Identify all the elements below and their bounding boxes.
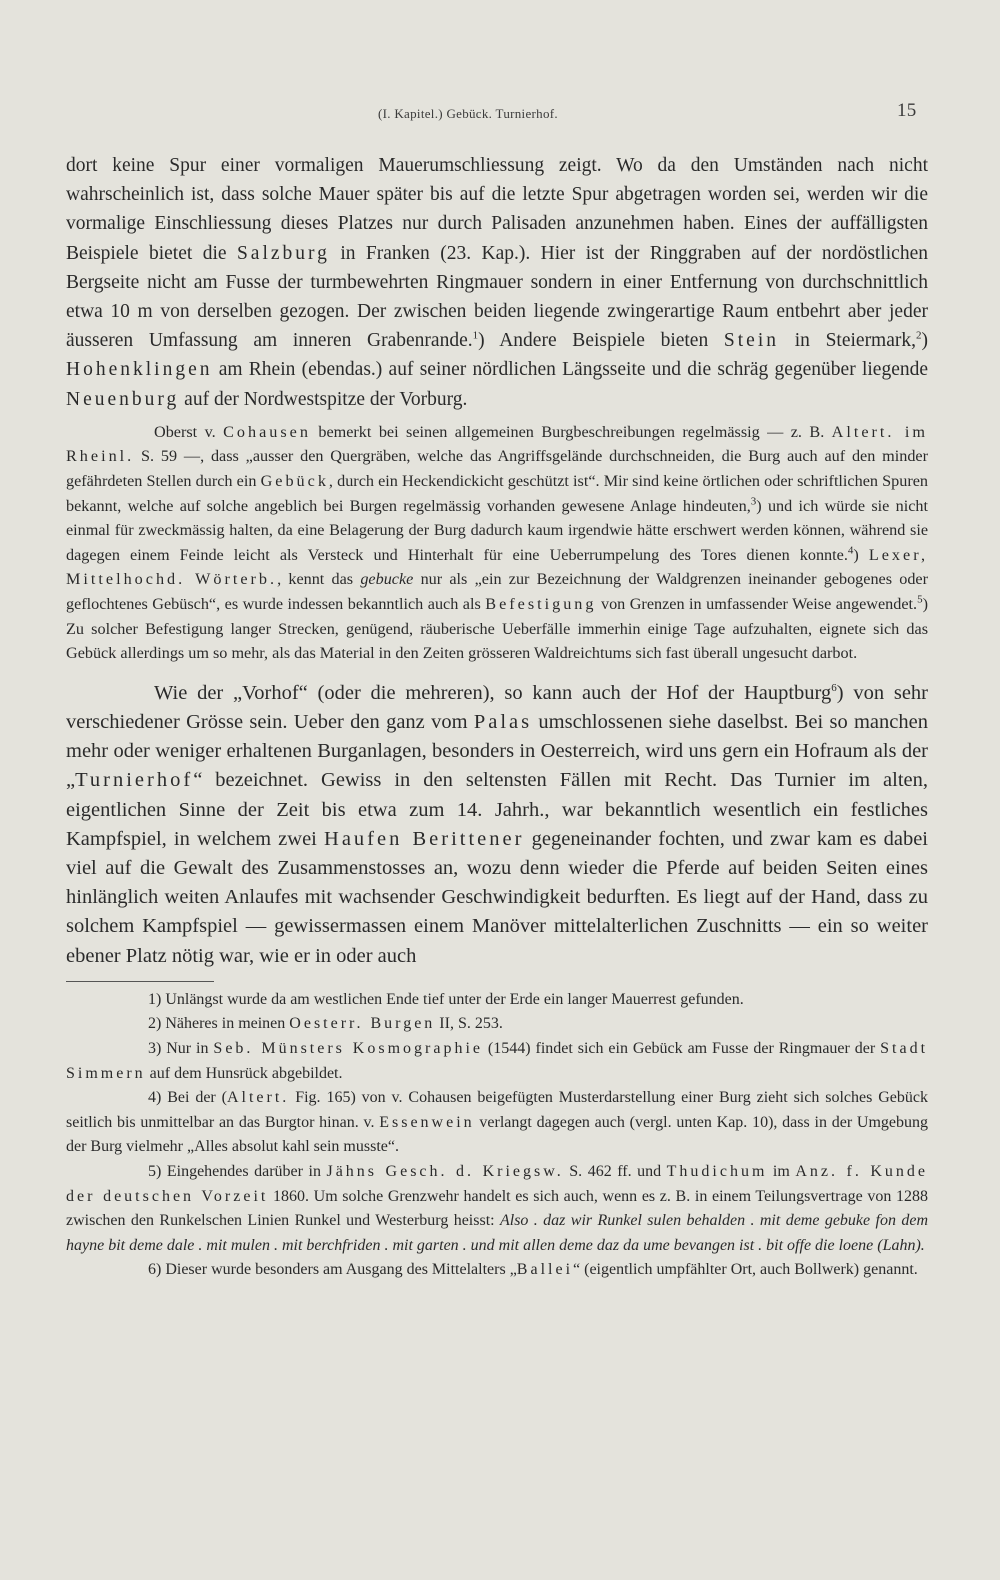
spaced-ref: Ballei <box>516 1261 574 1279</box>
text-run: verlangt dagegen auch (vergl. unten Kap. 10), dass in der Umgebung der Burg vielmehr „Alles absolut kahl sein musste“. <box>66 1113 929 1156</box>
text-run: ) Andere Beispiele bieten <box>478 330 724 352</box>
spaced-word-gebueck: Gebück <box>260 472 329 491</box>
text-run: 1860. Um solche Grenzwehr handelt es sich auch, wenn es z. B. in einem Teilungsvertrage von 1288 zwischen den Runkelschen Linien Runkel und Westerburg heisst: <box>66 1187 929 1230</box>
footnote-number: 3) <box>148 1039 162 1057</box>
text-run: Eingehendes darüber in <box>161 1162 327 1180</box>
footnote-ref-6: 6 <box>831 681 837 694</box>
paragraph-gebueck <box>66 420 928 666</box>
spaced-name-cohausen: Cohausen <box>223 422 311 441</box>
spaced-name-stein: Stein <box>723 330 780 352</box>
text-run: S. 462 ff. und <box>563 1162 667 1180</box>
text-run: (1544) findet sich ein Gebück am Fusse der Ringmauer der <box>483 1039 881 1057</box>
spaced-ref: Thudichum <box>666 1162 768 1180</box>
text-run: gegeneinander fochten, und zwar kam es dabei viel auf die Gewalt des Zusammenstosses an, wozu denn wieder die Pferde auf beiden Seiten eines hinlänglich weiten Anlaufes mit wachsender Geschwindigkeit bedurften. Es liegt auf der Hand, dass zu solchem Kampfspiel — gewissermassen einem Manöver mittelalterlichen Zuschnitts — ein so weiter ebener Platz nötig war, wie er in oder auch <box>66 827 928 967</box>
text-run: in Steiermark, <box>779 330 917 352</box>
text-run: Oberst v. <box>154 422 224 441</box>
footnote-number: 1) <box>148 990 162 1008</box>
footnote-ref-1: 1 <box>472 329 479 342</box>
text-run: auf dem Hunsrück abgebildet. <box>145 1064 343 1082</box>
footnote-1 <box>66 988 928 1013</box>
text-run: Unlängst wurde da am westlichen Ende tief unter der Erde ein langer Mauerrest gefunden. <box>161 990 744 1008</box>
text-run: ) <box>921 330 929 352</box>
spaced-ref: Anz. f. Kunde der deutschen Vorzeit <box>66 1162 929 1205</box>
text-run: II, S. 253. <box>435 1015 503 1033</box>
text-run: , kennt das <box>277 570 361 589</box>
spaced-ref: Stadt Simmern <box>66 1039 929 1082</box>
text-run: dort keine Spur einer vormaligen Mauerumschliessung zeigt. Wo da den Umständen nach nicht wahrscheinlich ist, dass solche Mauer später bis auf die letzte Spur abgetragen worden sei, werden wir die vormalige Einschliessung dieses Platzes nur durch Palisaden anzunehmen haben. Eines der auffälligsten Beispiele bietet die <box>66 155 928 264</box>
text-run: im <box>767 1162 796 1180</box>
footnote-number: 6) <box>148 1261 162 1279</box>
footnote-number: 5) <box>148 1162 162 1180</box>
text-run: nur als „ein zur Bezeichnung der Waldgrenzen ineinander gebogenes oder geflochtenes Gebüsch“, es wurde indessen bekanntlich auch als <box>66 570 928 613</box>
text-run: Fig. 165) von v. Cohausen beigefügten Musterdarstellung einer Burg zieht sich solches Gebück seitlich bis unmittelbar an das Burgtor hinan. v. <box>66 1089 928 1131</box>
footnote-3 <box>66 1037 928 1086</box>
italic-word-gebucke: gebucke <box>360 570 414 589</box>
text-run: auf der Nordwestspitze der Vorburg. <box>179 388 468 410</box>
text-run: ) <box>853 545 869 564</box>
text-run: ) und ich würde sie nicht einmal für zweckmässig halten, da eine Belagerung der Burg dadurch kaum irgendwie hätte erschwert werden können, während sie dagegen einem Feinde leicht als Versteck und Hinterhalt für eine Ueberrumpelung des Tores dienen konnte. <box>66 496 928 564</box>
spaced-words-haufen-berittener: Haufen Berittener <box>324 827 525 850</box>
running-title: (I. Kapitel.) Gebück. Turnierhof. <box>378 106 558 121</box>
text-run: “ (eigentlich umpfählter Ort, auch Bollwerk) genannt. <box>573 1261 918 1279</box>
text-run: , durch ein Heckendickicht geschützt ist“. Mir sind keine örtlichen oder schriftlichen Spuren bekannt, welche auf solche angeblich bei Burgen regelmässig vorhanden gewesene Anlage hindeuten, <box>66 472 928 515</box>
footnote-ref-5: 5 <box>917 593 923 606</box>
spaced-word-palas: Palas <box>473 710 533 733</box>
footnote-4 <box>66 1086 928 1160</box>
footnote-number: 4) <box>148 1089 162 1107</box>
text-run: “ bezeichnet. Gewiss in den seltensten Fällen mit Recht. Das Turnier im alten, eigentlichen Sinne der Zeit bis etwa zum 14. Jahrh., war bekanntlich wesentlich ein festliches Kampfspiel, in welchem zwei <box>66 769 928 850</box>
text-run: Näheres in meinen <box>161 1015 290 1033</box>
text-run: Dieser wurde besonders am Ausgang des Mittelalters „ <box>161 1261 517 1279</box>
spaced-name-neuenburg: Neuenburg <box>66 388 180 410</box>
text-run: am Rhein (ebendas.) auf seiner nördlichen Längsseite und die schräg gegenüber liegende <box>212 359 928 381</box>
text-run: ) von sehr verschiedener Grösse sein. Ueber den ganz vom <box>66 681 929 733</box>
page-number: 15 <box>897 100 917 121</box>
paragraph-palisades <box>66 151 928 414</box>
footnote-5 <box>66 1160 928 1258</box>
text-run: Nur in <box>161 1039 214 1057</box>
footnote-2 <box>66 1012 928 1037</box>
footnote-6 <box>66 1258 928 1283</box>
spaced-name-hohenklingen: Hohenklingen <box>66 359 213 381</box>
footnote-ref-3: 3 <box>750 495 757 508</box>
text-run: bemerkt bei seinen allgemeinen Burgbeschreibungen regelmässig — z. B. <box>310 422 832 441</box>
page-body <box>66 151 928 1283</box>
spaced-ref: Altert. <box>226 1089 290 1107</box>
spaced-ref: Seb. Münsters Kosmographie <box>213 1039 484 1057</box>
paragraph-turnierhof <box>66 679 928 971</box>
spaced-ref: Essenwein <box>379 1113 475 1131</box>
text-run: in Franken (23. Kap.). Hier ist der Ringgraben auf der nordöstlichen Bergseite nicht am Fusse der turmbewehrten Ringmauer sondern in einer Entfernung von durchschnittlich etwa 10 m von derselben gezogen. Der zwischen beiden liegende zwingerartige Raum entbehrt aber jeder äusseren Umfassung am inneren Grabenrande. <box>66 242 928 352</box>
text-run: Wie der „Vorhof“ (oder die mehreren), so kann auch der Hof der Hauptburg <box>154 681 832 704</box>
spaced-name-salzburg: Salzburg <box>236 242 330 264</box>
text-run: S. 59 —, dass „ausser den Quergräben, welche das Angriffsgelände durchschneiden, die Burg auch auf den minder gefährdeten Stellen durch ein <box>66 447 928 491</box>
spaced-word-befestigung: Befestigung <box>485 594 597 613</box>
spaced-word-turnierhof: Turnierhof <box>75 769 194 792</box>
text-run: umschlossenen siehe daselbst. Bei so manchen mehr oder weniger erhaltenen Burganlagen, besonders in Oesterreich, wird uns gern ein Hofraum als der „ <box>66 710 928 792</box>
spaced-ref-altert: Altert. im Rheinl. <box>66 422 928 466</box>
italic-quote: Also . daz wir Runkel sulen behalden . mit deme gebuke fon dem hayne bit deme dale . mit mulen . mit berchfriden . mit garten . und mit allen deme daz da ume bevangen ist . bit offe die loene (Lahn). <box>66 1212 928 1254</box>
footnotes <box>66 988 928 1283</box>
footnote-number: 2) <box>148 1015 162 1033</box>
spaced-ref-lexer: Lexer, Mittelhochd. Wörterb. <box>66 545 928 589</box>
footnote-separator <box>66 981 214 982</box>
footnote-ref-4: 4 <box>847 544 854 557</box>
footnote-ref-2: 2 <box>916 329 922 342</box>
text-run: von Grenzen in umfassender Weise angewendet. <box>596 594 918 613</box>
text-run: ) Zu solcher Befestigung langer Strecken, genügend, räuberische Ueberfälle immerhin einige Tage aufzuhalten, eignete sich das Gebück allerdings um so mehr, als das Material in den Zeiten grösseren Waldreichtums sich fast überall ungesucht darbot. <box>66 594 928 663</box>
text-run: Bei der ( <box>161 1089 227 1107</box>
spaced-ref: Jähns Gesch. d. Kriegsw. <box>326 1162 564 1180</box>
spaced-ref: Oesterr. Burgen <box>289 1015 436 1033</box>
